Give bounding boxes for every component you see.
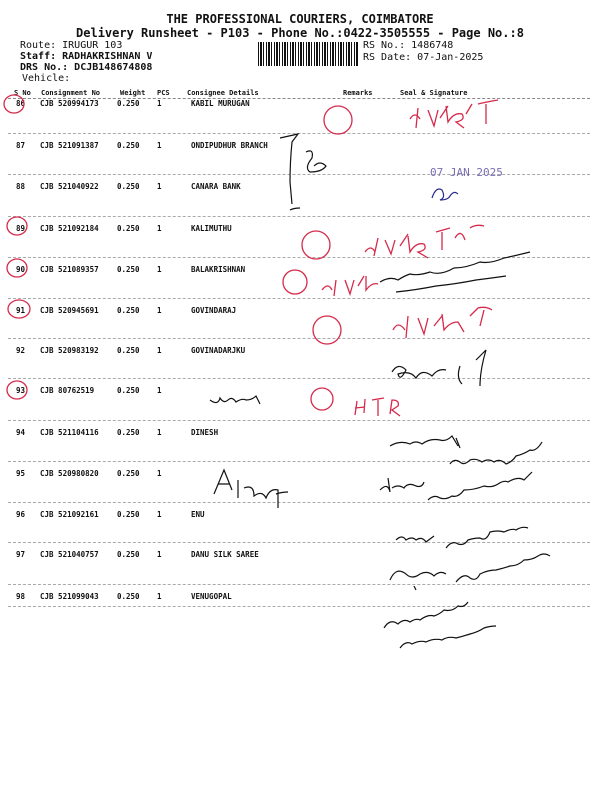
row-sno: 91 [16, 306, 26, 315]
col-weight: Weight [120, 89, 146, 97]
row-weight: 0.250 [117, 224, 140, 233]
row-divider [8, 338, 590, 339]
row-divider [8, 502, 590, 503]
row-pcs: 1 [157, 510, 162, 519]
row-consignee: DINESH [191, 428, 219, 437]
row-sno: 89 [16, 224, 26, 233]
row-pcs: 1 [157, 550, 162, 559]
row-sno: 88 [16, 182, 26, 191]
row-pcs: 1 [157, 265, 162, 274]
route-label: Route: IRUGUR 103 [20, 40, 123, 51]
row-weight: 0.250 [117, 182, 140, 191]
row-consignee: ONDIPUDHUR BRANCH [191, 141, 268, 150]
row-weight: 0.250 [117, 428, 140, 437]
row-weight: 0.250 [117, 592, 140, 601]
row-consignment-no: CJB 521099043 [40, 592, 99, 601]
row-pcs: 1 [157, 182, 162, 191]
row-pcs: 1 [157, 306, 162, 315]
row-divider [8, 420, 590, 421]
row-pcs: 1 [157, 386, 162, 395]
row-consignment-no: CJB 520980820 [40, 469, 99, 478]
row-weight: 0.250 [117, 141, 140, 150]
row-consignment-no: CJB 521104116 [40, 428, 99, 437]
row-consignment-no: CJB 520994173 [40, 99, 99, 108]
row-weight: 0.250 [117, 306, 140, 315]
row-consignee: KALIMUTHU [191, 224, 232, 233]
row-consignee: GOVINDARAJ [191, 306, 237, 315]
col-pcs: PCS [157, 89, 170, 97]
row-consignment-no: CJB 521089357 [40, 265, 99, 274]
barcode [258, 42, 358, 66]
row-weight: 0.250 [117, 550, 140, 559]
row-sno: 90 [16, 265, 26, 274]
vehicle-label: Vehicle: [22, 73, 71, 84]
row-sno: 92 [16, 346, 26, 355]
col-remarks: Remarks [343, 89, 373, 97]
row-consignee: ENU [191, 510, 205, 519]
col-seal: Seal & Signature [400, 89, 468, 97]
row-consignee: CANARA BANK [191, 182, 241, 191]
row-divider [8, 461, 590, 462]
row-consignment-no: CJB 80762519 [40, 386, 95, 395]
rs-number: RS No.: 1486748 [363, 40, 454, 51]
row-consignee: VENUGOPAL [191, 592, 232, 601]
row-divider [8, 378, 590, 379]
row-consignee: GOVINADARJKU [191, 346, 246, 355]
row-consignee: DANU SILK SAREE [191, 550, 259, 559]
row-sno: 95 [16, 469, 26, 478]
row-sno: 97 [16, 550, 26, 559]
row-weight: 0.250 [117, 510, 140, 519]
row-consignment-no: CJB 520945691 [40, 306, 99, 315]
row-weight: 0.250 [117, 346, 140, 355]
row-sno: 94 [16, 428, 26, 437]
drs-label: DRS No.: DCJB148674808 [20, 62, 153, 73]
row-consignee: KABIL MURUGAN [191, 99, 250, 108]
col-consignee: Consignee Details [187, 89, 259, 97]
row-weight: 0.250 [117, 469, 140, 478]
row-pcs: 1 [157, 99, 162, 108]
row-consignment-no: CJB 520983192 [40, 346, 99, 355]
row-consignment-no: CJB 521091387 [40, 141, 99, 150]
row-divider [8, 542, 590, 543]
row-consignment-no: CJB 521092161 [40, 510, 99, 519]
col-consignment: Consignment No [41, 89, 101, 97]
row-consignee: BALAKRISHNAN [191, 265, 246, 274]
row-weight: 0.250 [117, 265, 140, 274]
row-consignment-no: CJB 521040922 [40, 182, 99, 191]
row-consignment-no: CJB 521040757 [40, 550, 99, 559]
row-pcs: 1 [157, 346, 162, 355]
row-sno: 98 [16, 592, 26, 601]
row-pcs: 1 [157, 469, 162, 478]
row-divider [8, 584, 590, 585]
row-divider [8, 174, 590, 175]
row-sno: 87 [16, 141, 26, 150]
row-divider [8, 606, 590, 607]
runsheet-subtitle: Delivery Runsheet - P103 - Phone No.:0422-3505555 - Page No.:8 [76, 26, 524, 40]
staff-label: Staff: RADHAKRISHNAN V [20, 51, 153, 62]
row-sno: 96 [16, 510, 26, 519]
row-weight: 0.250 [117, 386, 140, 395]
company-title: THE PROFESSIONAL COURIERS, COIMBATORE [166, 12, 434, 26]
row-pcs: 1 [157, 592, 162, 601]
row-pcs: 1 [157, 224, 162, 233]
row-divider [8, 257, 590, 258]
row-divider [8, 133, 590, 134]
row-pcs: 1 [157, 428, 162, 437]
row-weight: 0.250 [117, 99, 140, 108]
col-sno: S No [14, 89, 31, 97]
row-sno: 86 [16, 99, 26, 108]
row-sno: 93 [16, 386, 26, 395]
row-pcs: 1 [157, 141, 162, 150]
row-consignment-no: CJB 521092184 [40, 224, 99, 233]
row-divider [8, 298, 590, 299]
row-divider [8, 216, 590, 217]
received-date-stamp: 07 JAN 2025 [430, 166, 503, 179]
rs-date: RS Date: 07-Jan-2025 [363, 52, 484, 63]
